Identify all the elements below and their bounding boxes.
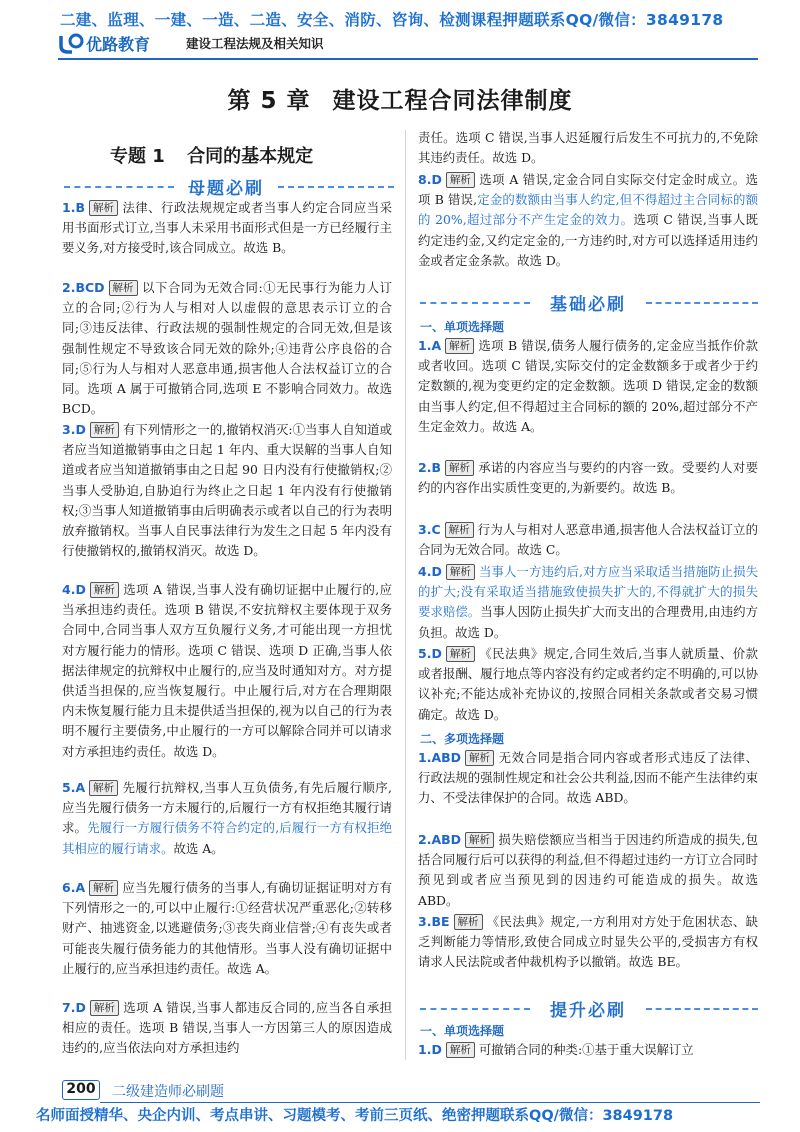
- answer-number: 1.D: [418, 1042, 442, 1057]
- topic-title: [110, 142, 313, 168]
- answer-number: 4.D: [418, 564, 442, 579]
- answer-block-left-4: [62, 580, 392, 762]
- answer-block-multi-1: [418, 748, 758, 809]
- header-rule: [58, 58, 758, 60]
- analysis-tag: 解析: [465, 832, 494, 848]
- answer-number: 1.ABD: [418, 750, 462, 765]
- analysis-tag: 解析: [446, 172, 475, 188]
- analysis-tag: 解析: [445, 338, 474, 354]
- answer-text: 当事人因防止损失扩大而支出的合理费用,由违约方负担。故选 D。: [418, 604, 758, 640]
- answer-block-advanced-1: [418, 1040, 758, 1060]
- page-number: 200: [62, 1080, 100, 1100]
- answer-text: 法律、行政法规规定或者当事人约定合同应当采用书面形式订立,当事人未采用书面形式但是一方已经履行主要义务,对方接受时,该合同成立。故选 B。: [62, 200, 392, 256]
- answer-number: 1.A: [418, 338, 442, 353]
- answer-block-left-5: [62, 778, 392, 859]
- analysis-tag: 解析: [446, 1042, 475, 1058]
- analysis-tag: 解析: [465, 750, 494, 766]
- answer-text: 损失赔偿额应当相当于因违约所造成的损失,包括合同履行后可以获得的利益,但不得超过违约一方订立合同时预见到或者应当预见到的因违约可能造成的损失。故选 ABD。: [418, 832, 758, 908]
- answer-number: 7.D: [62, 1000, 86, 1015]
- section-rule-left: [420, 302, 530, 304]
- column-divider: [405, 130, 406, 1060]
- section-head-advanced: 提升必刷: [550, 1001, 626, 1021]
- logo: [58, 32, 150, 54]
- analysis-tag: 解析: [89, 200, 118, 216]
- answer-text: 应当先履行债务的当事人,有确切证据证明对方有下列情形之一的,可以中止履行:①经营状况严重恶化;②转移财产、抽逃资金,以逃避债务;③丧失商业信誉;④有丧失或者可能丧失履行债务能力的其他情形。当事人没有确切证据中止履行的,应当承担违约责任。故选 A。: [62, 880, 392, 976]
- analysis-tag: 解析: [446, 564, 475, 580]
- answer-block-left-7: [62, 998, 392, 1059]
- answer-number: 5.A: [62, 780, 86, 795]
- answer-block-basic-1: [418, 336, 758, 437]
- topic-name: 合同的基本规定: [187, 146, 314, 167]
- analysis-tag: 解析: [454, 914, 483, 930]
- answer-number: 3.C: [418, 522, 441, 537]
- answer-text: 可撤销合同的种类:①基于重大误解订立: [478, 1042, 694, 1057]
- analysis-tag: 解析: [445, 460, 474, 476]
- answer-block-left-1: [62, 198, 392, 259]
- book-title: 二级建造师必刷题: [112, 1084, 224, 1100]
- answer-text: 承诺的内容应当与要约的内容一致。受要约人对要约的内容作出实质性变更的,为新要约。故选 B。: [418, 460, 758, 496]
- section-rule-right: [646, 1008, 758, 1010]
- section-head-mother: 母题必刷: [188, 179, 264, 199]
- answer-highlight: 定金的数额由当事人约定,但不得超过主合同标的额的 20%,超过部分不产生定金的效力。: [418, 192, 758, 228]
- answer-block-basic-3: [418, 520, 758, 560]
- answer-number: 6.A: [62, 880, 86, 895]
- answer-number: 2.B: [418, 460, 441, 475]
- analysis-tag: 解析: [90, 1000, 119, 1016]
- answer-block-left-3: [62, 420, 392, 561]
- section-rule-left: [64, 186, 174, 188]
- answer-text: 选项 B 错误,债务人履行债务的,定金应当抵作价款或者收回。选项 C 错误,实际交付的定金数额多于或者少于约定数额的,视为变更约定的定金数额。选项 D 错误,定金的数额由当事人约定,但不得超过主合同标的额的 20%,超过部分不产生定金效力。故选 A。: [418, 338, 758, 434]
- answer-text: 先履行抗辩权,当事人互负债务,有先后履行顺序,应当先履行债务一方未履行的,后履行一方有权拒绝其履行请求。: [62, 780, 392, 836]
- answer-text: 选项 A 错误,定金合同自实际交付定金时成立。选项 B 错误,: [418, 172, 758, 208]
- answer-number: 4.D: [62, 582, 86, 597]
- answer-text: 行为人与相对人恶意串通,损害他人合法权益订立的合同为无效合同。故选 C。: [418, 522, 758, 558]
- top-promo-banner: 二建、监理、一建、一造、二造、安全、消防、咨询、检测课程押题联系QQ/微信：3849178: [60, 11, 724, 29]
- analysis-tag: 解析: [89, 880, 118, 896]
- answer-block-left-6: [62, 878, 392, 979]
- section-head-basic: 基础必刷: [550, 295, 626, 315]
- analysis-tag: 解析: [445, 522, 474, 538]
- topic-number: 专题 1: [110, 146, 165, 167]
- analysis-tag: 解析: [89, 780, 118, 796]
- answer-block-multi-3: [418, 912, 758, 973]
- section-rule-left: [420, 1008, 530, 1010]
- answer-continuation: 责任。选项 C 错误,当事人迟延履行后发生不可抗力的,不免除其违约责任。故选 D。: [418, 130, 758, 166]
- answer-number: 3.D: [62, 422, 86, 437]
- answer-number: 2.ABD: [418, 832, 462, 847]
- logo-text: 优路教育: [86, 34, 151, 54]
- answer-number: 3.BE: [418, 914, 450, 929]
- answer-number: 8.D: [418, 172, 442, 187]
- answer-text: 《民法典》规定,一方利用对方处于危困状态、缺乏判断能力等情形,致使合同成立时显失公平的,受损害方有权请求人民法院或者仲裁机构予以撤销。故选 BE。: [418, 914, 758, 970]
- analysis-tag: 解析: [109, 280, 138, 296]
- youlu-logo-icon: [58, 32, 84, 54]
- answer-text: 有下列情形之一的,撤销权消灭:①当事人自知道或者应当知道撤销事由之日起 1 年内、重大误解的当事人自知道或者应当知道撤销事由之日起 90 日内没有行使撤销权;②当事人受胁迫,自胁迫行为终止之日起 1 年内没有行使撤销权;③当事人知道撤销事由后明确表示或者以自己的行为表明放弃撤销权。当事人自民事法律行为发生之日起 5 年内没有行使撤销权的,撤销权消灭。故选 D。: [62, 422, 392, 559]
- answer-block-left-2: [62, 278, 392, 419]
- subsection-multi: 二、多项选择题: [420, 732, 505, 746]
- answer-number: 1.B: [62, 200, 85, 215]
- answer-number: 5.D: [418, 646, 442, 661]
- subsection-single: 一、单项选择题: [420, 320, 505, 334]
- answer-block-basic-2: [418, 458, 758, 498]
- answer-highlight: 先履行一方履行债务不符合约定的,后履行一方有权拒绝其相应的履行请求。: [62, 820, 392, 856]
- answer-block-basic-5: [418, 644, 758, 725]
- section-rule-right: [646, 302, 758, 304]
- footer-rule: [100, 1102, 760, 1103]
- answer-block-multi-2: [418, 830, 758, 911]
- analysis-tag: 解析: [90, 582, 119, 598]
- subsection-single-advanced: 一、单项选择题: [420, 1024, 505, 1038]
- book-subtitle: 建设工程法规及相关知识: [186, 36, 324, 51]
- answer-text: 无效合同是指合同内容或者形式违反了法律、行政法规的强制性规定和社会公共利益,因而不能产生法律约束力、不受法律保护的合同。故选 ABD。: [418, 750, 758, 806]
- answer-highlight: 当事人一方违约后,对方应当采取适当措施防止损失的扩大;没有采取适当措施致使损失扩大的,不得就扩大的损失要求赔偿。: [418, 564, 758, 620]
- answer-text: 《民法典》规定,合同生效后,当事人就质量、价款或者报酬、履行地点等内容没有约定或者约定不明确的,可以协议补充;不能达成补充协议的,按照合同相关条款或者交易习惯确定。故选 D。: [418, 646, 758, 722]
- section-rule-right: [278, 186, 394, 188]
- answer-text: 选项 A 错误,当事人都违反合同的,应当各自承担相应的责任。选项 B 错误,当事人一方因第三人的原因造成违约的,应当依法向对方承担违约: [62, 1000, 392, 1056]
- chapter-title: [0, 82, 800, 115]
- answer-text: 选项 A 错误,当事人没有确切证据中止履行的,应当承担违约责任。选项 B 错误,不安抗辩权主要体现于双务合同中,合同当事人双方互负履行义务,才可能出现一方担忧对方履行能力的情形。选项 C 错误、选项 D 正确,当事人依据法律规定的抗辩权中止履行的,应当及时通知对方。对方提供适当担保的,应当恢复履行。中止履行后,对方在合理期限内未恢复履行能力且未提供适当担保的,视为以自己的行为表明不履行主要债务,中止履行的一方可以解除合同并可以请求对方承担违约责任。故选 D。: [62, 582, 392, 759]
- chapter-number: 第 5 章: [227, 88, 311, 114]
- chapter-name: 建设工程合同法律制度: [332, 88, 573, 114]
- bottom-promo-banner: 名师面授精华、央企内训、考点串讲、习题模考、考前三页纸、绝密押题联系QQ/微信：3849178: [36, 1108, 674, 1124]
- analysis-tag: 解析: [90, 422, 119, 438]
- answer-number: 2.BCD: [62, 280, 105, 295]
- answer-block-basic-4: [418, 562, 758, 643]
- answer-text: 以下合同为无效合同:①无民事行为能力人订立的合同;②行为人与相对人以虚假的意思表示订立的合同;③违反法律、行政法规的强制性规定的合同无效,但是该强制性规定不导致该合同无效的除外;④违背公序良俗的合同;⑤行为人与相对人恶意串通,损害他人合法权益订立的合同。选项 A 属于可撤销合同,选项 E 不影响合同效力。故选 BCD。: [62, 280, 392, 417]
- answer-block-right-8: [418, 170, 758, 271]
- analysis-tag: 解析: [446, 646, 475, 662]
- answer-text: 选项 C 错误,当事人既约定违约金,又约定定金的,一方违约时,对方可以选择适用违约金或者定金条款。故选 D。: [418, 212, 759, 268]
- answer-text: 故选 A。: [173, 840, 224, 856]
